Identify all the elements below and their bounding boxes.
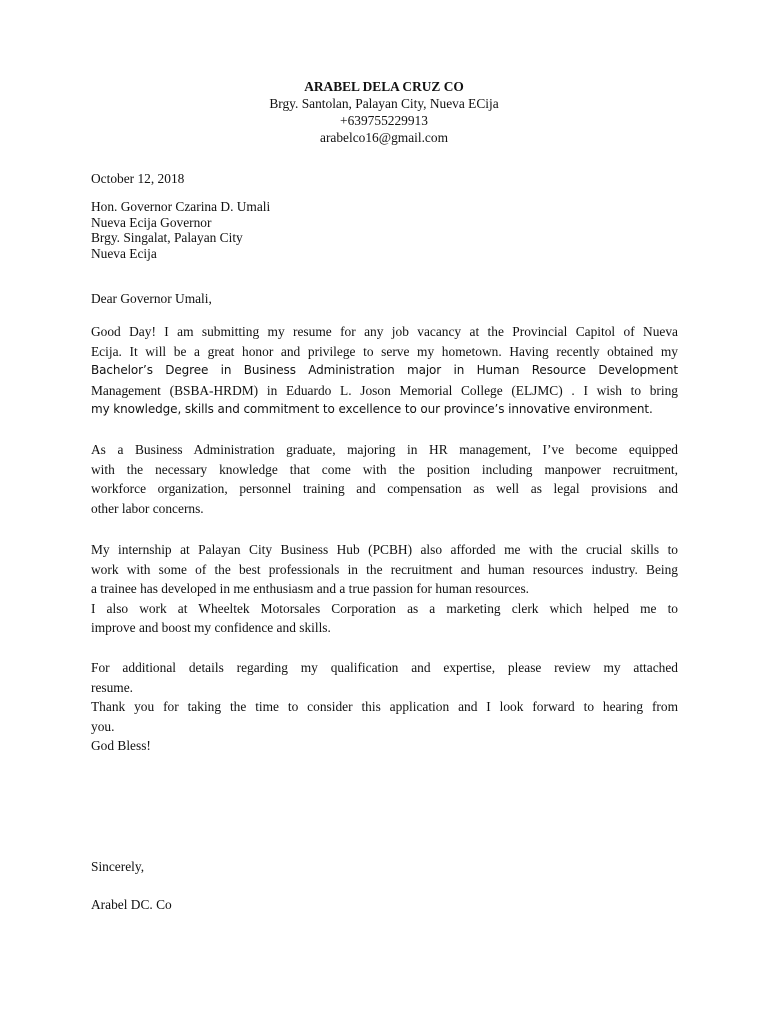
sender-name: ARABEL DELA CRUZ CO [304,79,464,94]
sender-email: arabelco16@gmail.com [320,130,448,145]
paragraph-3 [91,540,678,638]
paragraph-1-line: Good Day! I am submitting my resume for any job vacancy at the Provincial Capitol of Nueva [91,324,678,339]
paragraph-2-line: with the necessary knowledge that come with the position including manpower recruitment, [91,461,678,477]
paragraph-1-line: Ecija. It will be a great honor and privilege to serve my hometown. Having recently obtained my [91,343,678,359]
paragraph-3-line: work with some of the best professionals in the recruitment and human resources industry. Being [91,561,678,577]
paragraph-4-line: God Bless! [91,738,151,753]
recipient-block [91,199,678,261]
paragraph-3-line: improve and boost my confidence and skills. [91,620,331,635]
paragraph-4-line: For additional details regarding my qualification and expertise, please review my attached [91,660,678,675]
recipient-province: Nueva Ecija [91,245,157,261]
paragraph-4 [91,658,678,756]
signature: Arabel DC. Co [91,897,172,912]
paragraph-2 [91,440,678,518]
closing: Sincerely, [91,859,145,874]
letter-date: October 12, 2018 [91,171,185,186]
sender-address: Brgy. Santolan, Palayan City, Nueva ECija [269,96,499,111]
paragraph-2-line: other labor concerns. [91,500,204,516]
paragraph-1 [91,322,678,420]
recipient-title: Nueva Ecija Governor [91,214,212,230]
paragraph-3-line: I also work at Wheeltek Motorsales Corporation as a marketing clerk which helped me to [91,600,678,616]
recipient-name: Hon. Governor Czarina D. Umali [91,199,271,214]
paragraph-1-line: Management (BSBA-HRDM) in Eduardo L. Joson Memorial College (ELJMC) . I wish to bring [91,382,678,398]
recipient-street: Brgy. Singalat, Palayan City [91,230,243,245]
paragraph-4-line: you. [91,718,115,734]
paragraph-3-line: a trainee has developed in me enthusiasm and a true passion for human resources. [91,581,530,596]
paragraph-2-line: workforce organization, personnel training and compensation as well as legal provisions and [91,481,678,496]
paragraph-1-line: my knowledge, skills and commitment to excellence to our province’s innovative environment. [91,402,653,416]
paragraph-4-line: resume. [91,679,134,695]
paragraph-3-line: My internship at Palayan City Business Hub (PCBH) also afforded me with the crucial skills to [91,542,678,557]
paragraph-1-line: Bachelor’s Degree in Business Administration major in Human Resource Development [91,363,678,377]
salutation: Dear Governor Umali, [91,291,212,306]
paragraph-4-line: Thank you for taking the time to consider this application and I look forward to hearing from [91,699,678,714]
letter-header [0,78,768,146]
paragraph-2-line: As a Business Administration graduate, majoring in HR management, I’ve become equipped [91,442,678,457]
sender-phone: +639755229913 [340,113,428,128]
